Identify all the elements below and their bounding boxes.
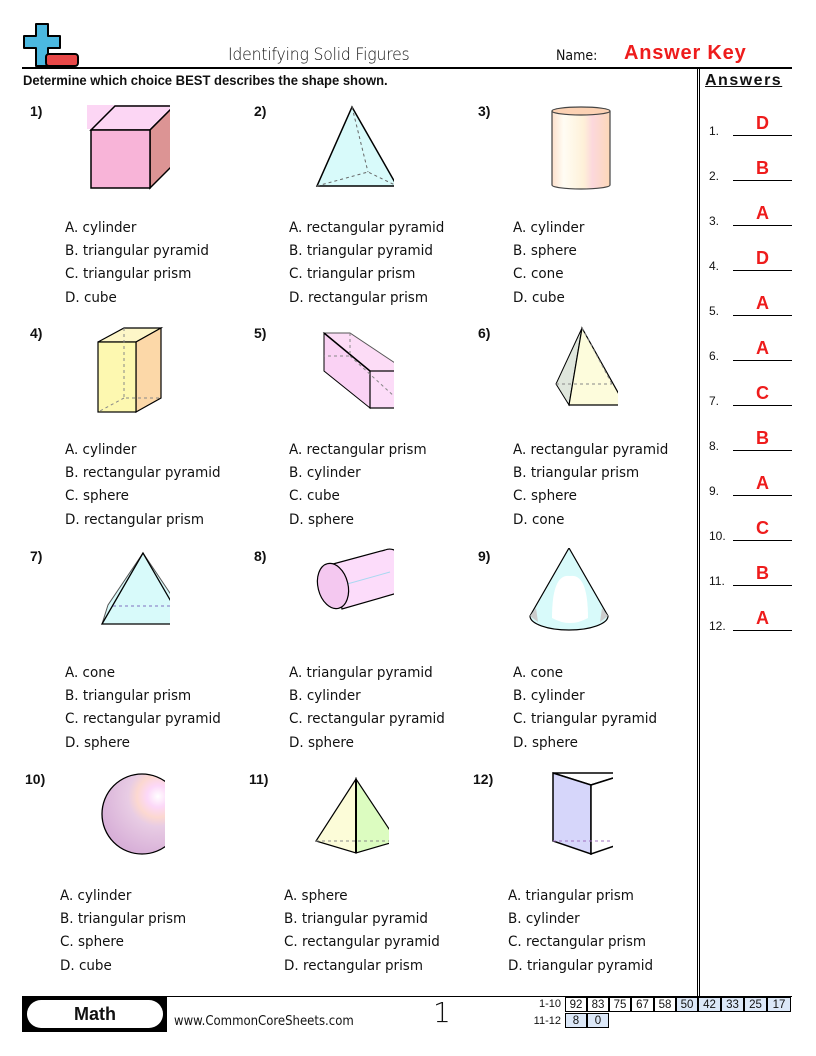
answer-value: A: [756, 338, 769, 358]
answer-number: 3.: [709, 214, 720, 228]
answer-blank: [733, 450, 792, 451]
option-a: A. cylinder: [65, 442, 137, 458]
answer-options: [65, 439, 221, 532]
option-a: A. cylinder: [65, 220, 137, 236]
triangular-prism-icon: [503, 771, 613, 866]
option-b: B. triangular pyramid: [65, 243, 209, 260]
option-a: A. rectangular prism: [289, 442, 427, 458]
answer-number: 12.: [709, 619, 726, 633]
answer-number: 6.: [709, 349, 720, 363]
cone-icon: [508, 548, 618, 643]
option-c: C. sphere: [513, 488, 577, 505]
site-url: www.CommonCoreSheets.com: [174, 1014, 354, 1029]
answer-5: [709, 288, 792, 318]
answer-blank: [733, 315, 792, 316]
answer-blank: [733, 405, 792, 406]
answer-6: [709, 333, 792, 363]
answer-number: 11.: [709, 574, 725, 588]
answer-blank: [733, 630, 792, 631]
answer-options: [508, 885, 653, 978]
cube-icon: [60, 103, 170, 198]
triangular-pyramid-icon: [284, 103, 394, 198]
answers-heading: Answers: [705, 72, 783, 89]
option-d: D. rectangular prism: [65, 511, 204, 528]
score-cell: 33: [721, 997, 744, 1012]
option-b: B. triangular prism: [65, 688, 192, 705]
answer-7: [709, 378, 792, 408]
option-b: B. cylinder: [289, 688, 361, 705]
option-c: C. sphere: [60, 934, 124, 951]
answer-value: C: [756, 518, 769, 538]
option-b: B. cylinder: [513, 688, 585, 705]
answer-value: D: [756, 248, 769, 268]
question-number: 3): [478, 103, 491, 119]
question-number: 9): [478, 548, 491, 564]
option-b: B. cylinder: [289, 465, 361, 482]
option-a: A. cone: [513, 665, 564, 681]
question-number: 5): [254, 325, 267, 341]
answer-options: [513, 662, 657, 755]
question-1: [30, 103, 250, 318]
answer-blank: [733, 135, 792, 136]
answer-1: [709, 108, 792, 138]
answer-value: A: [756, 203, 769, 223]
score-cell: 50: [676, 997, 698, 1012]
answer-11: [709, 558, 792, 588]
option-a: A. cylinder: [513, 220, 585, 236]
score-cell: 8: [565, 1013, 587, 1028]
answer-options: [289, 439, 427, 532]
option-c: C. triangular prism: [289, 266, 416, 283]
answer-value: C: [756, 383, 769, 403]
answer-options: [65, 662, 221, 755]
option-d: D. sphere: [289, 734, 354, 751]
answer-options: [513, 217, 584, 310]
triangular-pyramid-icon: [279, 771, 389, 866]
answer-options: [289, 662, 445, 755]
rectangular-pyramid-icon: [508, 325, 618, 420]
option-c: C. rectangular pyramid: [289, 711, 445, 728]
cylinder-icon: [284, 548, 394, 643]
option-a: A. rectangular pyramid: [289, 220, 445, 236]
option-d: D. rectangular prism: [284, 957, 423, 974]
score-cell: 75: [609, 997, 631, 1012]
option-d: D. triangular pyramid: [508, 957, 654, 974]
question-number: 6): [478, 325, 491, 341]
cylinder-icon: [508, 103, 618, 198]
option-d: D. cube: [60, 957, 112, 974]
answer-blank: [733, 360, 792, 361]
option-c: C. triangular pyramid: [513, 711, 658, 728]
score-cell: 83: [587, 997, 609, 1012]
score-cell: 42: [698, 997, 721, 1012]
answer-blank: [733, 225, 792, 226]
option-b: B. cylinder: [508, 911, 580, 928]
question-5: [254, 325, 474, 540]
score-cell: 0: [587, 1013, 609, 1028]
answer-number: 10.: [709, 529, 726, 543]
header-rule: [22, 67, 792, 69]
option-b: B. triangular prism: [513, 465, 640, 482]
question-4: [30, 325, 250, 540]
option-a: A. triangular prism: [508, 888, 634, 904]
answer-number: 8.: [709, 439, 720, 453]
name-value: Answer Key: [624, 42, 747, 64]
question-2: [254, 103, 474, 318]
answer-options: [284, 885, 440, 978]
question-3: [478, 103, 698, 318]
score-cell: 25: [744, 997, 767, 1012]
option-a: A. cylinder: [60, 888, 132, 904]
option-c: C. rectangular pyramid: [284, 934, 440, 951]
option-d: D. cone: [513, 511, 565, 528]
score-row-label: 1-10: [538, 998, 561, 1010]
answer-10: [709, 513, 792, 543]
worksheet-title: Identifying Solid Figures: [228, 45, 410, 65]
answer-value: D: [756, 113, 769, 133]
answer-value: A: [756, 608, 769, 628]
option-c: C. rectangular pyramid: [65, 711, 221, 728]
score-row-label: 11-12: [533, 1015, 561, 1027]
page-number: 1: [433, 996, 451, 1029]
answer-value: A: [756, 473, 769, 493]
question-number: 12): [473, 771, 494, 787]
question-number: 11): [249, 771, 269, 787]
answer-options: [60, 885, 186, 978]
subject-badge: Math: [27, 1000, 163, 1028]
option-b: B. triangular pyramid: [284, 911, 428, 928]
option-d: D. cube: [513, 289, 565, 306]
question-number: 10): [25, 771, 46, 787]
option-c: C. cube: [289, 488, 340, 505]
answer-3: [709, 198, 792, 228]
option-d: D. sphere: [65, 734, 130, 751]
answer-number: 4.: [709, 259, 720, 273]
answer-4: [709, 243, 792, 273]
answer-number: 1.: [709, 124, 720, 138]
answer-options: [289, 217, 444, 310]
option-a: A. rectangular pyramid: [513, 442, 669, 458]
option-c: C. rectangular prism: [508, 934, 647, 951]
option-b: B. sphere: [513, 243, 577, 260]
sphere-icon: [55, 771, 165, 866]
option-d: D. sphere: [289, 511, 354, 528]
option-a: A. triangular pyramid: [289, 665, 433, 681]
answer-number: 9.: [709, 484, 720, 498]
answer-value: B: [756, 158, 769, 178]
question-11: [249, 771, 469, 986]
question-number: 7): [30, 548, 43, 564]
score-cell: 58: [654, 997, 676, 1012]
question-number: 2): [254, 103, 267, 119]
score-cell: 17: [767, 997, 791, 1012]
question-7: [30, 548, 250, 763]
answer-number: 7.: [709, 394, 720, 408]
rectangular-pyramid-icon: [60, 548, 170, 643]
option-b: B. triangular pyramid: [289, 243, 433, 260]
answer-blank: [733, 585, 792, 586]
question-6: [478, 325, 698, 540]
option-d: D. sphere: [513, 734, 578, 751]
answer-12: [709, 603, 792, 633]
question-10: [25, 771, 245, 986]
score-cell: 92: [565, 997, 587, 1012]
answer-value: B: [756, 563, 769, 583]
question-9: [478, 548, 698, 763]
rectangular-prism-icon: [60, 325, 170, 420]
answer-value: B: [756, 428, 769, 448]
option-d: D. rectangular prism: [289, 289, 428, 306]
rectangular-prism-icon: [284, 325, 394, 420]
name-label: Name:: [556, 48, 598, 64]
question-number: 1): [30, 103, 43, 119]
option-b: B. rectangular pyramid: [65, 465, 221, 482]
question-number: 4): [30, 325, 43, 341]
answer-9: [709, 468, 792, 498]
answer-8: [709, 423, 792, 453]
option-c: C. sphere: [65, 488, 129, 505]
question-number: 8): [254, 548, 267, 564]
answer-blank: [733, 180, 792, 181]
answer-options: [513, 439, 668, 532]
answer-number: 2.: [709, 169, 720, 183]
answer-blank: [733, 495, 792, 496]
answer-options: [65, 217, 209, 310]
instructions: Determine which choice BEST describes the shape shown.: [23, 72, 388, 88]
option-d: D. cube: [65, 289, 117, 306]
question-8: [254, 548, 474, 763]
option-a: A. sphere: [284, 888, 348, 904]
answer-2: [709, 153, 792, 183]
option-b: B. triangular prism: [60, 911, 187, 928]
question-12: [473, 771, 693, 986]
plus-minus-logo-icon: [22, 22, 80, 68]
answer-number: 5.: [709, 304, 720, 318]
answer-blank: [733, 540, 792, 541]
option-c: C. cone: [513, 266, 564, 283]
answer-value: A: [756, 293, 769, 313]
answer-blank: [733, 270, 792, 271]
score-cell: 67: [631, 997, 654, 1012]
option-a: A. cone: [65, 665, 116, 681]
option-c: C. triangular prism: [65, 266, 192, 283]
